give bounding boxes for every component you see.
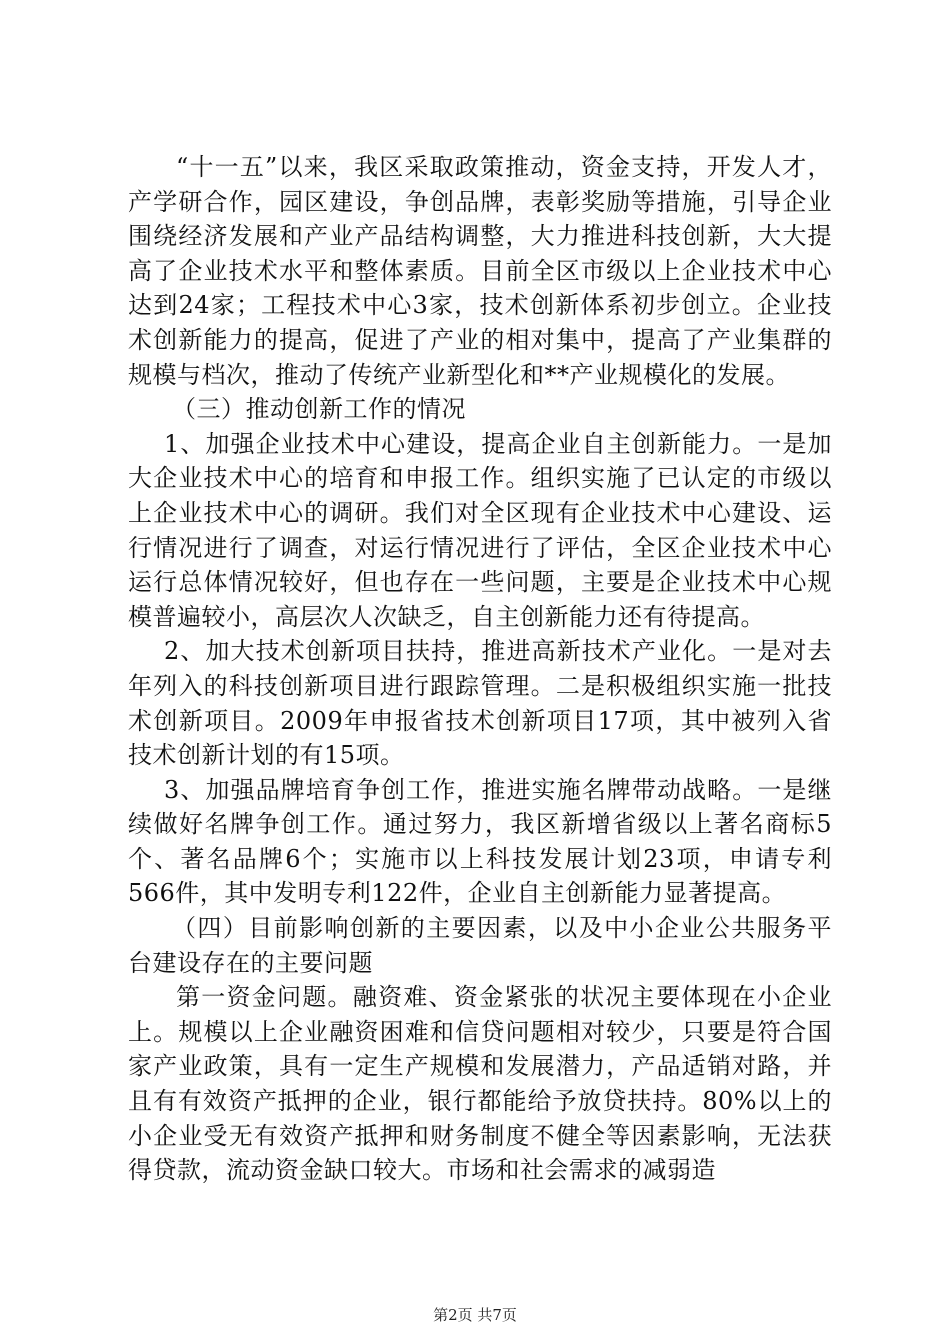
page-number-footer: 第2页 共7页 xyxy=(433,1306,517,1324)
section-heading-3: （三）推动创新工作的情况 xyxy=(172,395,466,424)
paragraph-item-3: 3、加强品牌培育争创工作，推进实施名牌带动战略。一是继续做好名牌争创工作。通过努力，我区新增省级以上著名商标5个、著名品牌6个；实施市以上科技发展计划23项，申请专利566件，其中发明专利122件，企业自主创新能力显著提高。 xyxy=(128,775,832,908)
paragraph-intro: “十一五”以来，我区采取政策推动，资金支持，开发人才，产学研合作，园区建设，争创品牌，表彰奖励等措施，引导企业围绕经济发展和产业产品结构调整，大力推进科技创新，大大提高了企业技术水平和整体素质。目前全区市级以上企业技术中心达到24家；工程技术中心3家，技术创新体系初步创立。企业技术创新能力的提高，促进了产业的相对集中，提高了产业集群的规模与档次，推动了传统产业新型化和**产业规模化的发展。 xyxy=(128,153,832,389)
section-heading-4: （四）目前影响创新的主要因素，以及中小企业公共服务平台建设存在的主要问题 xyxy=(128,914,832,977)
paragraph-item-1: 1、加强企业技术中心建设，提高企业自主创新能力。一是加大企业技术中心的培育和申报工作。组织实施了已认定的市级以上企业技术中心的调研。我们对全区现有企业技术中心建设、运行情况进行了调查，对运行情况进行了评估，全区企业技术中心运行总体情况较好，但也存在一些问题，主要是企业技术中心规模普遍较小，高层次人次缺乏，自主创新能力还有待提高。 xyxy=(128,429,832,631)
paragraph-item-2: 2、加大技术创新项目扶持，推进高新技术产业化。一是对去年列入的科技创新项目进行跟踪管理。二是积极组织实施一批技术创新项目。2009年申报省技术创新项目17项，其中被列入省技术创新计划的有15项。 xyxy=(128,637,832,770)
document-body xyxy=(128,150,832,1188)
paragraph-funding-issue: 第一资金问题。融资难、资金紧张的状况主要体现在小企业上。规模以上企业融资困难和信贷问题相对较少，只要是符合国家产业政策，具有一定生产规模和发展潜力，产品适销对路，并且有有效资产抵押的企业，银行都能给予放贷扶持。80%以上的小企业受无有效资产抵押和财务制度不健全等因素影响，无法获得贷款，流动资金缺口较大。市场和社会需求的减弱造 xyxy=(128,983,832,1185)
